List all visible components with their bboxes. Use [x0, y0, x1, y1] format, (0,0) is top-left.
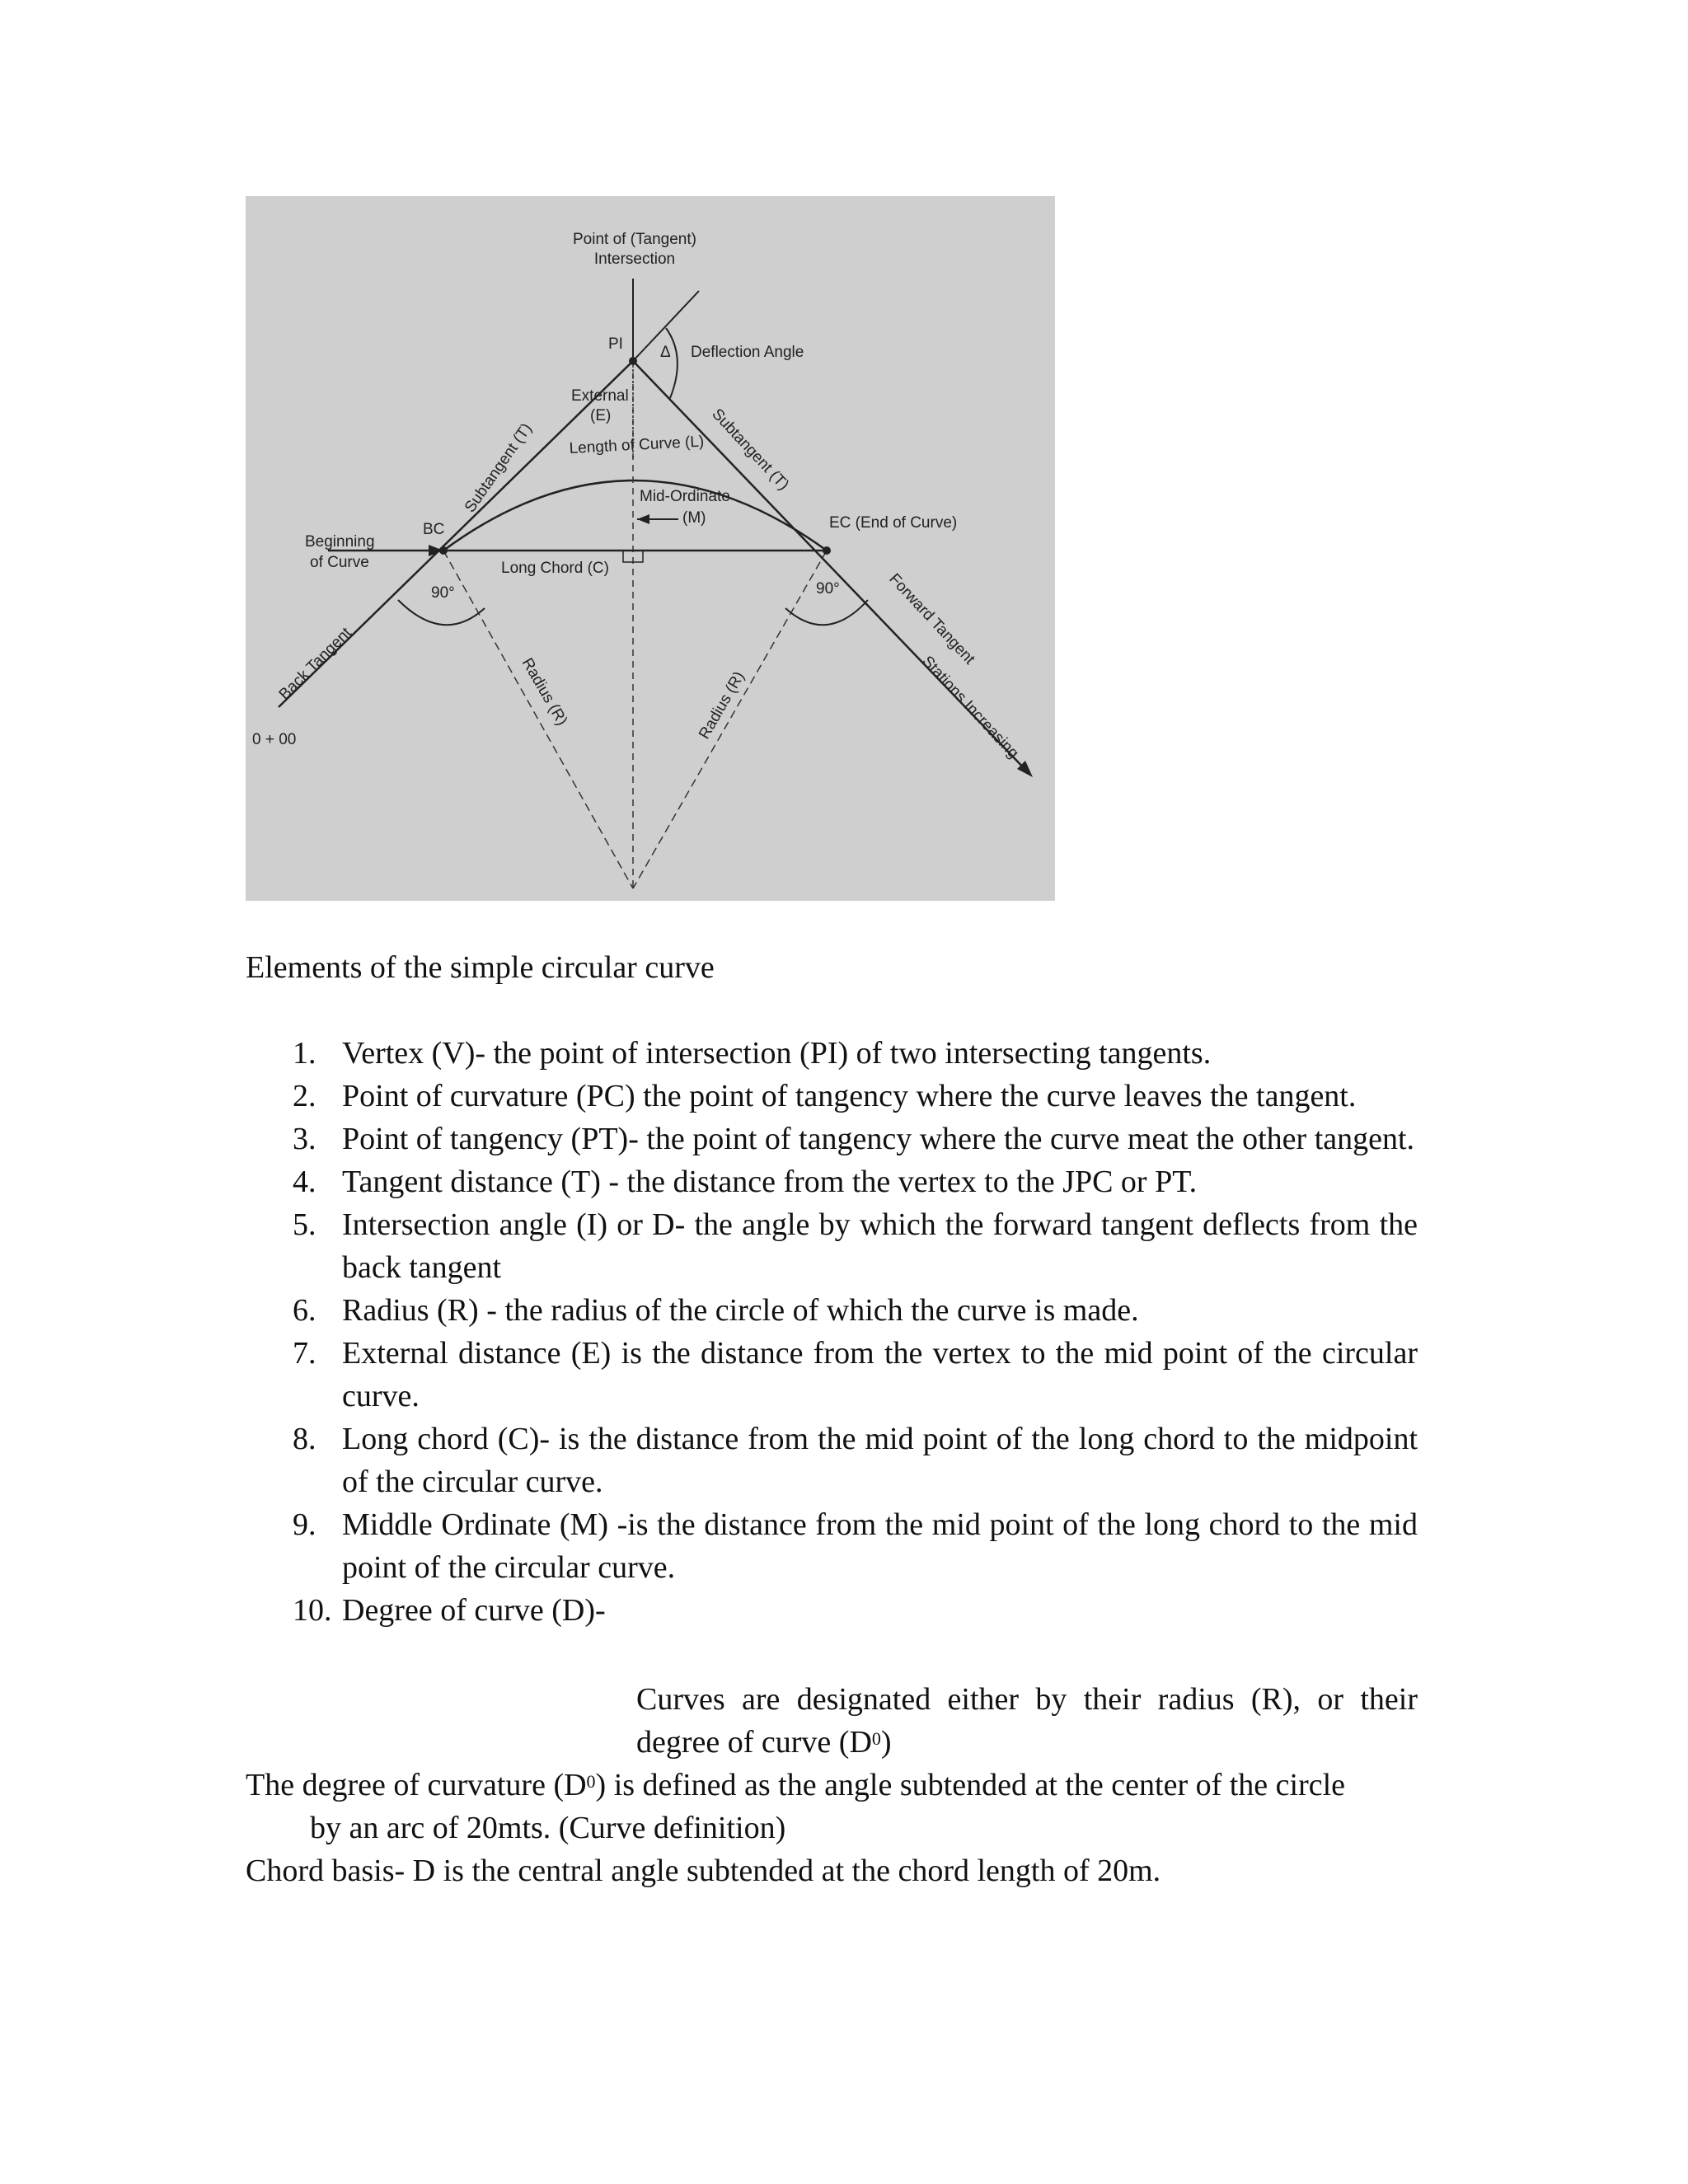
radius-right: [633, 551, 827, 888]
subtangent-right-label: Subtangent (T): [708, 405, 793, 494]
list-item: [293, 1118, 1418, 1160]
station-label: 0 + 00: [252, 731, 297, 748]
list-text: Point of tangency (PT)- the point of tangency where the curve meat the other tangent.: [342, 1122, 1415, 1156]
pi-label: PI: [608, 335, 623, 353]
bc-point: [439, 546, 448, 555]
list-text: External distance (E) is the distance from the vertex to the mid point of the circular curve.: [342, 1336, 1418, 1413]
radius-left-label: Radius (R): [518, 655, 571, 729]
list-item: [293, 1160, 1418, 1203]
chord-basis-paragraph: Chord basis- D is the central angle subtended at the chord length of 20m.: [246, 1854, 1161, 1888]
mid-ordinate-label-line2: (M): [682, 509, 706, 527]
list-number: 5.: [293, 1207, 316, 1242]
ec-label: EC (End of Curve): [829, 514, 958, 532]
mid-ordinate-label-line1: Mid-Ordinate: [640, 488, 730, 505]
list-text: Tangent distance (T) - the distance from the vertex to the JPC or PT.: [342, 1165, 1198, 1199]
curvature-pre: The degree of curvature (D: [246, 1768, 587, 1802]
elements-list: [293, 1032, 1418, 1632]
deflection-angle-label: Deflection Angle: [691, 344, 804, 361]
list-text: Vertex (V)- the point of intersection (PI) of two intersecting tangents.: [342, 1036, 1212, 1071]
list-item: [293, 1418, 1418, 1503]
list-number: 7.: [293, 1336, 316, 1371]
figure-caption: Elements of the simple circular curve: [246, 950, 715, 985]
list-item: [293, 1075, 1418, 1118]
ec-point: [823, 546, 831, 555]
list-item: [293, 1332, 1418, 1418]
mid-ordinate-arrowhead: [637, 514, 649, 524]
radius-right-label: Radius (R): [696, 668, 748, 743]
list-text: Middle Ordinate (M) -is the distance from the mid point of the long chord to the mid point of the circular curve.: [342, 1507, 1418, 1585]
list-item: [293, 1203, 1418, 1289]
beginning-of-curve-line1: Beginning: [305, 533, 375, 551]
list-number: 2.: [293, 1079, 316, 1113]
length-of-curve-label: Length of Curve (L): [569, 433, 705, 457]
stations-increasing-label: Stations Increasing: [918, 653, 1022, 762]
list-text: Degree of curve (D)-: [342, 1593, 606, 1628]
list-text: Radius (R) - the radius of the circle of which the curve is made.: [342, 1293, 1139, 1328]
long-chord-label: Long Chord (C): [501, 560, 609, 577]
radius-left: [443, 551, 633, 888]
designation-paragraph: [636, 1678, 1418, 1764]
external-label-line1: External: [571, 387, 629, 405]
delta-label: Δ: [660, 344, 671, 361]
back-tangent-label: Back Tangent: [275, 624, 355, 704]
subtangent-left-label: Subtangent (T): [461, 419, 536, 516]
pi-title-line1: Point of (Tangent): [573, 231, 696, 248]
list-item: [293, 1032, 1418, 1075]
designation-text: Curves are designated either by their radius (R), or their degree of curve (D: [636, 1682, 1418, 1760]
angle-arc-right: [785, 600, 868, 625]
list-number: 1.: [293, 1036, 316, 1071]
pi-title-line2: Intersection: [593, 251, 676, 268]
beginning-of-curve-line2: of Curve: [310, 554, 369, 571]
list-number: 10.: [293, 1593, 332, 1628]
list-text: Intersection angle (I) or D- the angle by which the forward tangent deflects from the back tangent: [342, 1207, 1418, 1285]
list-number: 9.: [293, 1507, 316, 1542]
curvature-post: ) is defined as the angle subtended at the center of the circle: [595, 1768, 1346, 1802]
list-number: 6.: [293, 1293, 316, 1328]
angle-left-label: 90°: [431, 584, 455, 602]
curve-diagram-svg: [246, 196, 1055, 901]
forward-tangent-label: Forward Tangent: [885, 570, 978, 668]
curvature-cont: by an arc of 20mts. (Curve definition): [310, 1811, 786, 1845]
list-text: Point of curvature (PC) the point of tangency where the curve leaves the tangent.: [342, 1079, 1357, 1113]
external-label-line2: (E): [590, 407, 612, 424]
curvature-paragraph: [246, 1764, 1418, 1849]
pi-point: [629, 357, 637, 365]
designation-close: ): [880, 1725, 892, 1760]
list-text: Long chord (C)- is the distance from the mid point of the long chord to the midpoint of the circular curve.: [342, 1422, 1418, 1499]
list-item: [293, 1289, 1418, 1332]
designation-sup: 0: [871, 1728, 881, 1749]
angle-right-label: 90°: [816, 580, 840, 598]
deflection-arc: [666, 328, 678, 398]
curve-diagram: [246, 196, 1055, 901]
list-number: 3.: [293, 1122, 316, 1156]
bc-label: BC: [423, 521, 445, 538]
list-number: 4.: [293, 1165, 316, 1199]
list-number: 8.: [293, 1422, 316, 1456]
list-item: [293, 1589, 1418, 1632]
curvature-sup: 0: [586, 1771, 596, 1792]
list-item: [293, 1503, 1418, 1589]
angle-arc-left: [398, 600, 485, 625]
